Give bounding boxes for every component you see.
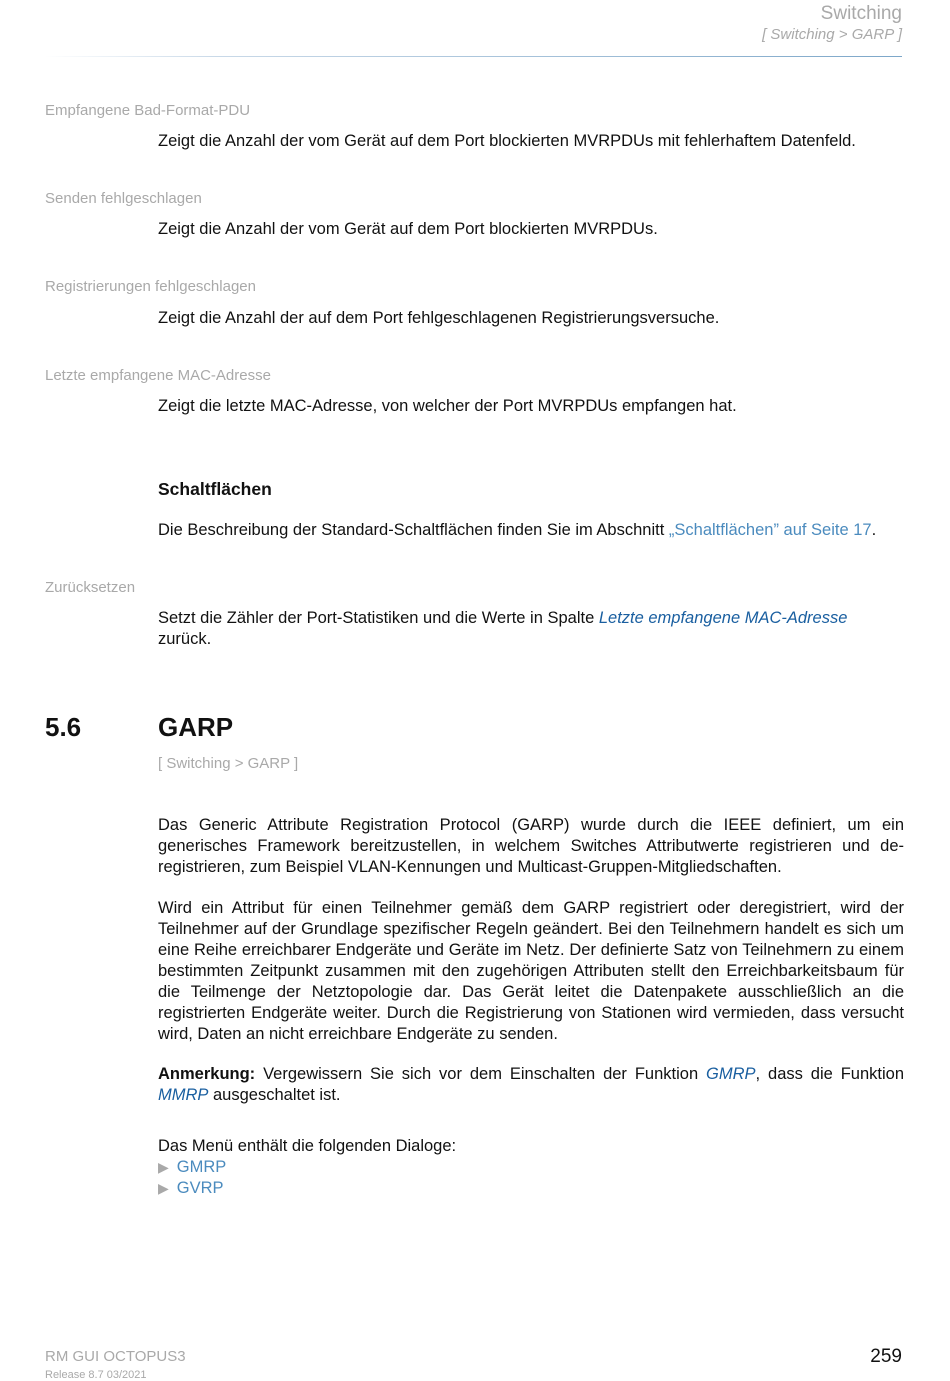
mmrp-ref[interactable]: MMRP — [158, 1086, 209, 1104]
term-reset: Zurücksetzen — [45, 579, 136, 596]
note-paragraph — [158, 1064, 904, 1106]
triangle-right-icon: ▶ — [158, 1180, 169, 1196]
reset-text: Setzt die Zähler der Port-Statistiken und die Werte in Spalte — [158, 609, 599, 627]
buttons-page-link[interactable]: „Schaltflächen” auf Seite 17 — [668, 521, 872, 539]
header-breadcrumb: [ Switching > GARP ] — [762, 26, 902, 43]
desc-registrations-failed: Zeigt die Anzahl der auf dem Port fehlgeschlagenen Registrierungsversuche. — [158, 309, 720, 327]
reset-text-end: zurück. — [158, 630, 212, 648]
section-title: GARP — [158, 712, 234, 742]
note-text: Vergewissern Sie sich vor dem Einschalten der Funktion — [255, 1065, 707, 1083]
triangle-right-icon: ▶ — [158, 1159, 169, 1175]
desc-reset — [158, 608, 904, 650]
buttons-text: Die Beschreibung der Standard-Schaltflächen finden Sie im Abschnitt — [158, 521, 669, 539]
note-label: Anmerkung: — [158, 1065, 256, 1083]
garp-participants-paragraph: Wird ein Attribut für einen Teilnehmer gemäß dem GARP registriert oder deregistriert, wird der Teilnehmer auf der Grundlage spezifischer Regeln geändert. Bei den Teilnehmern handelt es sich um eine Reihe erreichbarer Endgeräte und Geräte im Netz. Der definierte Satz von Teilnehmern zu einem bestimmten Zeitpunkt zusammen mit den zugehörigen Attributen stellt den Erreichbarkeitsbaum für die Teilmenge der Netztopologie dar. Das Gerät leitet die Datenpakete ausschließlich an die registrierten Endgeräte weiter. Durch die Registrierung von Stationen wird vermieden, dass versucht wird, Daten an nicht erreichbare Endgeräte zu senden. — [158, 899, 904, 1043]
note-text-2: , dass die Funktion — [755, 1065, 904, 1083]
note-text-3: ausgeschaltet ist. — [208, 1086, 341, 1104]
section-breadcrumb: [ Switching > GARP ] — [158, 755, 299, 772]
footer-doc-title: RM GUI OCTOPUS3 — [45, 1348, 186, 1365]
term-send-failed: Senden fehlgeschlagen — [45, 190, 202, 207]
garp-intro-paragraph: Das Generic Attribute Registration Protocol (GARP) wurde durch die IEEE definiert, um ein generisches Framework bereitzustellen, in welchem Switches Attributwerte registrieren und de-registrieren, zum Beispiel VLAN-Kennungen und Multicast-Gruppen-Mitgliedschaften. — [158, 816, 904, 876]
desc-bad-format-pdu: Zeigt die Anzahl der vom Gerät auf dem Port blockierten MVRPDUs mit fehlerhaftem Datenfeld. — [158, 132, 856, 150]
footer-release: Release 8.7 03/2021 — [45, 1369, 147, 1381]
desc-last-mac: Zeigt die letzte MAC-Adresse, von welcher der Port MVRPDUs empfangen hat. — [158, 397, 737, 415]
section-number: 5.6 — [45, 712, 82, 742]
term-last-mac: Letzte empfangene MAC-Adresse — [45, 367, 271, 384]
reset-column-ref[interactable]: Letzte empfangene MAC-Adresse — [598, 609, 848, 627]
header-divider — [45, 56, 902, 57]
menu-item-gmrp[interactable] — [158, 1157, 226, 1178]
term-bad-format-pdu: Empfangene Bad-Format-PDU — [45, 102, 251, 119]
buttons-text-end: . — [871, 521, 877, 539]
desc-send-failed: Zeigt die Anzahl der vom Gerät auf dem Port blockierten MVRPDUs. — [158, 220, 658, 238]
menu-intro: Das Menü enthält die folgenden Dialoge: — [158, 1137, 457, 1155]
header-title: Switching — [820, 3, 902, 24]
buttons-heading: Schaltflächen — [158, 479, 272, 499]
gmrp-ref[interactable]: GMRP — [706, 1065, 756, 1083]
menu-item-gvrp[interactable] — [158, 1178, 224, 1199]
menu-item-label[interactable]: GMRP — [176, 1158, 227, 1176]
term-registrations-failed: Registrierungen fehlgeschlagen — [45, 278, 256, 295]
buttons-description — [158, 520, 904, 541]
menu-item-label[interactable]: GVRP — [176, 1179, 224, 1197]
page-number: 259 — [870, 1346, 902, 1367]
